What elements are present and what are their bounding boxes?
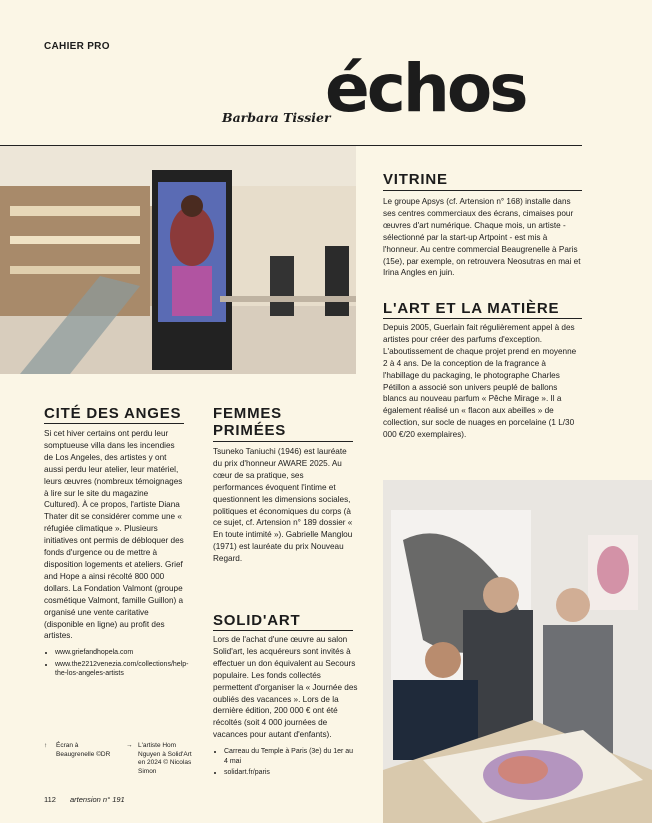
cite-anges-text: Si cet hiver certains ont perdu leur somptueuse villa dans les incendies de Los Angeles, des artistes y ont aussi perdu leur atelier, leur matériel, leurs œuvres (nombreux témoignages à lire sur le site du magazine Cultured). À ce propos, l'artiste Diana Thater dit se considérer comme une « réfugiée climatique ». Plusieurs initiatives ont permis de débloquer des fonds d'urgence ou de mettre à disposition logements et ateliers. Grief and Hope a ainsi récolté 800 000 dollars. La Fondation Valmont (groupe cosmétique Valmont, famille Guillon) a organisé une vente caritative (disponible en ligne) au profit des artistes.: [44, 429, 184, 641]
caption-right-arrow-icon: →: [126, 742, 133, 749]
cite-anges-title: CITÉ DES ANGES: [44, 405, 182, 422]
artist-signing-photo: [383, 480, 652, 823]
masthead-title: échos: [325, 50, 526, 127]
link-the2212venezia[interactable]: • www.the2212venezia.com/collections/help-the-los-angeles-artists: [55, 660, 184, 679]
section-label: CAHIER PRO: [44, 41, 110, 52]
vitrine-title: VITRINE: [383, 171, 448, 188]
cite-anges-column: [44, 428, 189, 681]
femmes-title-line2: PRIMÉES: [213, 422, 287, 439]
page-number: 112: [44, 795, 56, 804]
cite-anges-rule: [44, 423, 184, 424]
solidart-rule: [213, 630, 353, 631]
mall-screen-photo: [0, 146, 356, 374]
cite-anges-links: [44, 648, 189, 679]
femmes-title-line1: FEMMES: [213, 405, 282, 422]
femmes-text: Tsuneko Taniuchi (1946) est lauréate du prix d'honneur AWARE 2025. Au cœur de sa pratique, ses performances évoquent l'intime et questionnent les dimensions sociales, politiques et économiques du corps (à ce sujet, cf. Artension n° 189 dossier « En toute intimité »). Gabrielle Manglou (1971) est lauréate du prix Nouveau Regard.: [213, 447, 353, 564]
solidart-venue: • Carreau du Temple à Paris (3e) du 1er au 4 mai: [224, 747, 358, 766]
caption-up-arrow-icon: ↑: [44, 742, 48, 749]
femmes-rule: [213, 441, 353, 442]
caption-right: L'artiste Hom Nguyen à Solid'Art en 2024 © Nicolas Simon: [138, 742, 192, 775]
link-griefandhope[interactable]: • www.griefandhopela.com: [55, 648, 184, 658]
link-solidart[interactable]: • solidart.fr/paris: [224, 768, 358, 778]
solidart-title: SOLID'ART: [213, 612, 301, 629]
solidart-column: [213, 634, 358, 780]
author-name: Barbara Tissier: [222, 110, 331, 125]
femmes-title: [213, 405, 286, 439]
caption-left: Écran à Beaugrenelle ©DR: [56, 742, 111, 758]
art-matiere-title: L'ART ET LA MATIÈRE: [383, 300, 560, 317]
vitrine-rule: [383, 190, 582, 191]
art-matiere-rule: [383, 318, 582, 319]
art-matiere-text: Depuis 2005, Guerlain fait régulièrement appel à des artistes pour créer des parfums d'exception. L'aboutissement de chaque projet prend en moyenne 2 à 4 ans. De la conception de la fragrance à l'habillage du packaging, le photographe Charles Pétillon a associé son univers peuplé de ballons blancs au nouveau parfum « Pêche Mirage ». Il a également réalisé un « flacon aux abeilles » de collection, sur socle de nuages en porcelaine (1 L/30 000 €/20 exemplaires).: [383, 323, 577, 440]
solidart-links: [213, 747, 358, 778]
solidart-text: Lors de l'achat d'une œuvre au salon Solid'art, les acquéreurs sont invités à effectuer un don équivalent au Secours populaire. Les fonds collectés permettent d'organiser la « Journée des oubliés des vacances ». Lors de la dernière édition, 200 000 € ont été récoltés (soit 4 000 journées de vacances pour autant d'enfants).: [213, 635, 358, 740]
vitrine-text: Le groupe Apsys (cf. Artension n° 168) installe dans ses centres commerciaux des écrans, cimaises pour œuvres d'art numérique. Chaque mois, un artiste - sélectionné par la start-up Artpoint - est mis à l'honneur. Au centre commercial Beaugrenelle à Paris (15e), par exemple, on retrouvera Neosutras en mai et Irina Angles en juin.: [383, 197, 581, 278]
magazine-name: artension n° 191: [70, 795, 125, 804]
